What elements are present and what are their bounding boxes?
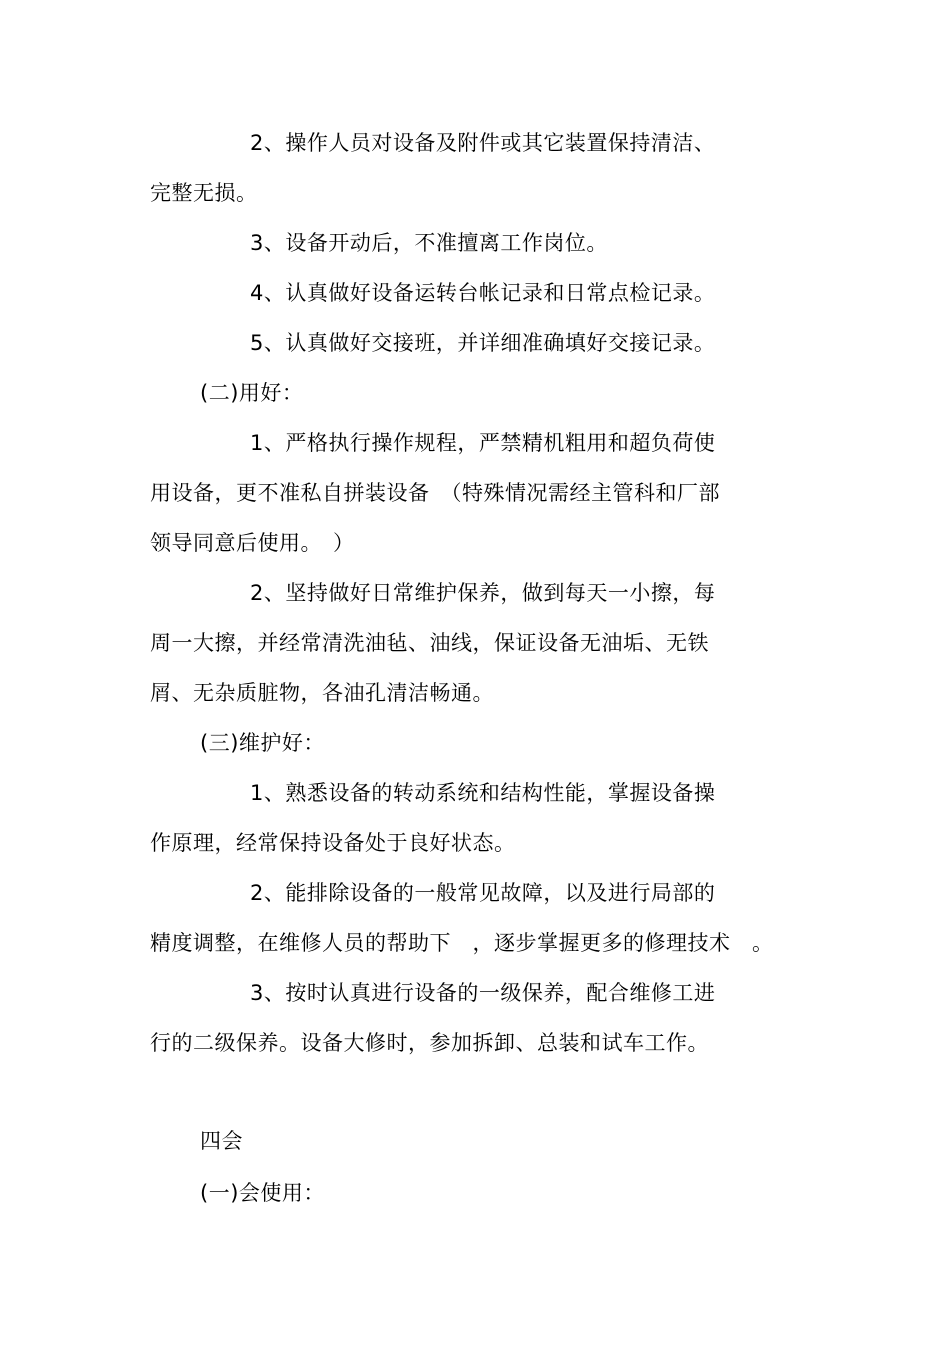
paragraph-line: 3、设备开动后，不准擅离工作岗位。 [250,231,608,255]
paragraph-line: 1、熟悉设备的转动系统和结构性能，掌握设备操 [250,781,716,805]
paragraph-line: 完整无损。 [150,181,258,205]
paragraph-line: 精度调整，在维修人员的帮助下 ，逐步掌握更多的修理技术 。 [150,931,774,955]
paragraph-line: 2、能排除设备的一般常见故障，以及进行局部的 [250,881,716,905]
paragraph-line: 4、认真做好设备运转台帐记录和日常点检记录。 [250,281,716,305]
paragraph-line: 作原理，经常保持设备处于良好状态。 [150,831,516,855]
paragraph-line: 3、按时认真进行设备的一级保养，配合维修工进 [250,981,716,1005]
paragraph-line: 5、认真做好交接班，并详细准确填好交接记录。 [250,331,716,355]
section-heading: (三)维护好： [200,731,325,755]
section-heading: (一)会使用： [200,1181,325,1205]
paragraph-line: 周一大擦，并经常清洗油毡、油线，保证设备无油垢、无铁 [150,631,709,655]
paragraph-line: 行的二级保养。设备大修时，参加拆卸、总装和试车工作。 [150,1031,709,1055]
paragraph-line: 领导同意后使用。 ） [150,531,355,555]
paragraph-line: 2、操作人员对设备及附件或其它装置保持清洁、 [250,131,716,155]
paragraph-line: 用设备，更不准私自拼装设备 （特殊情况需经主管科和厂部 [150,481,720,505]
paragraph-line: 屑、无杂质脏物，各油孔清洁畅通。 [150,681,494,705]
section-title: 四会 [200,1129,243,1153]
section-heading: (二)用好： [200,381,304,405]
paragraph-line: 2、坚持做好日常维护保养，做到每天一小擦，每 [250,581,716,605]
paragraph-line: 1、严格执行操作规程，严禁精机粗用和超负荷使 [250,431,716,455]
